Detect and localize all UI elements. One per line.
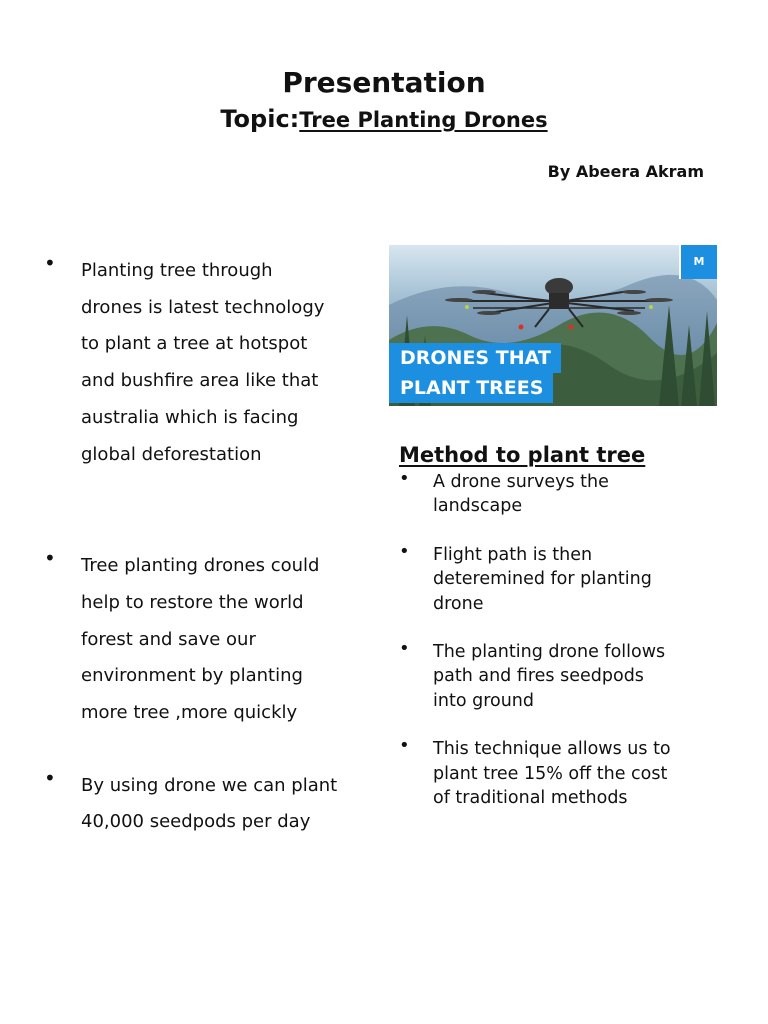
bullet-line: landscape — [433, 496, 523, 517]
logo-badge — [679, 245, 717, 279]
left-bullet-item — [44, 253, 374, 473]
bullet-icon: • — [399, 468, 410, 489]
bullet-line: and bushfire area like that — [81, 370, 319, 392]
bullet-icon: • — [44, 546, 56, 571]
left-bullet-item — [44, 548, 374, 732]
logo-badge-letter: M — [681, 245, 717, 279]
bullet-line: This technique allows us to — [433, 739, 671, 760]
bullet-line: Tree planting drones could — [81, 555, 320, 577]
method-bullet-item — [399, 737, 719, 810]
image-caption-line-1: DRONES THAT — [389, 343, 561, 373]
bullet-icon: • — [399, 638, 410, 660]
bullet-line: into ground — [433, 690, 535, 711]
document-topic — [0, 104, 768, 135]
method-heading: Method to plant tree — [399, 443, 646, 467]
bullet-line: 40,000 seedpods per day — [81, 811, 311, 833]
bullet-line: australia which is facing — [81, 406, 299, 428]
left-bullet-item — [44, 765, 374, 841]
bullet-line: forest and save our — [81, 628, 256, 650]
document-title: Presentation — [282, 66, 486, 99]
bullet-line: drones is latest technology — [81, 296, 325, 318]
bullet-line: deteremined for planting — [433, 569, 652, 590]
bullet-icon: • — [44, 765, 56, 790]
document-author: By Abeera Akram — [547, 162, 704, 181]
bullet-line: environment by planting — [81, 665, 303, 687]
bullet-line: By using drone we can plant — [81, 774, 338, 796]
image-caption-line-2: PLANT TREES — [389, 373, 553, 403]
method-bullet-list — [399, 470, 719, 834]
method-bullet-item — [399, 470, 719, 519]
topic-value: Tree Planting Drones — [299, 108, 548, 132]
left-bullet-list — [44, 253, 374, 841]
bullet-line: plant tree 15% off the cost — [433, 763, 668, 784]
bullet-icon: • — [44, 251, 56, 275]
bullet-line: of traditional methods — [433, 788, 628, 809]
bullet-line: The planting drone follows — [433, 642, 666, 663]
bullet-line: help to restore the world — [81, 591, 304, 613]
bullet-line: more tree ,more quickly — [81, 702, 298, 724]
bullet-line: to plant a tree at hotspot — [81, 333, 308, 355]
bullet-icon: • — [399, 735, 410, 757]
topic-label: Topic: — [220, 105, 300, 133]
method-bullet-item — [399, 640, 719, 713]
bullet-line: Planting tree through — [81, 260, 273, 281]
bullet-line: path and fires seedpods — [433, 666, 644, 687]
bullet-line: drone — [433, 593, 484, 614]
bullet-line: global deforestation — [81, 443, 262, 465]
bullet-icon: • — [399, 540, 410, 562]
bullet-line: Flight path is then — [433, 544, 593, 565]
bullet-line: A drone surveys the — [433, 472, 609, 492]
drone-photo — [389, 245, 717, 406]
method-bullet-item — [399, 540, 719, 616]
